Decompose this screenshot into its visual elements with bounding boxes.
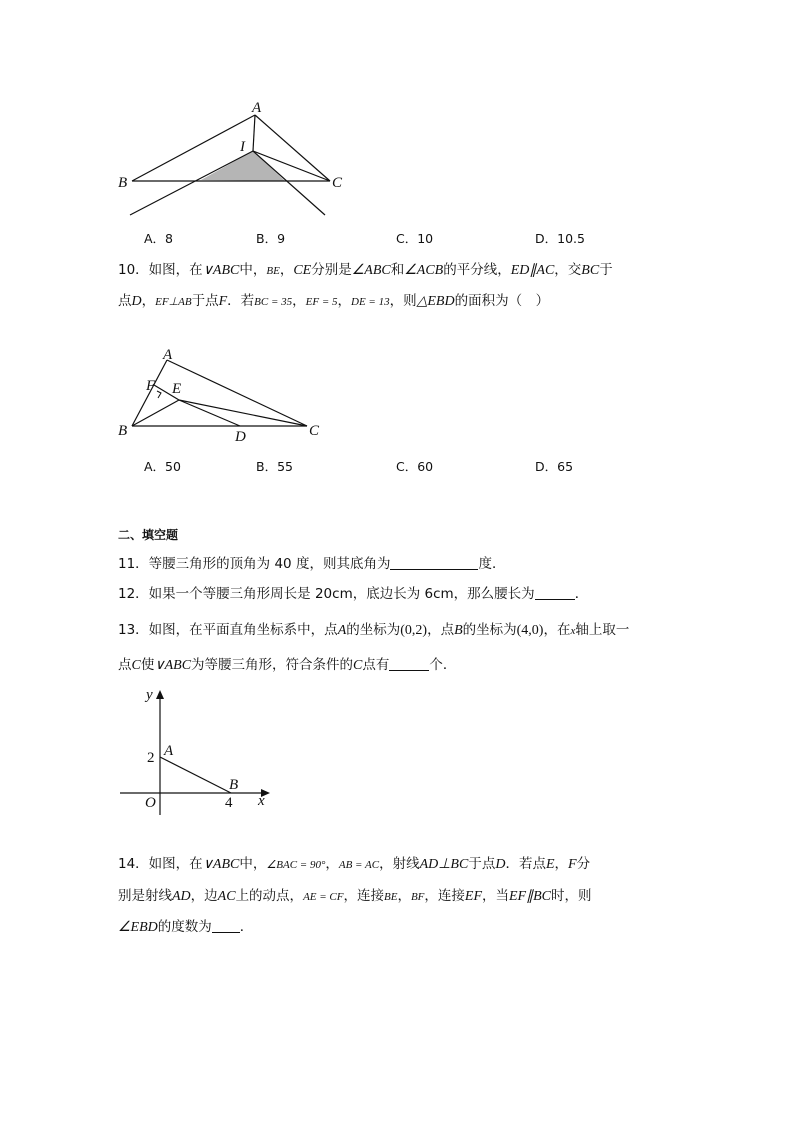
ray-line-2 [253,151,325,215]
label-i: I [240,139,245,155]
shaded-triangle [201,151,285,181]
q14-line-3: ∠EBD的度数为 ． [118,919,254,935]
answer-blank[interactable] [389,658,429,671]
label-origin: O [145,795,156,811]
q13-line-2: 点C使∨ABC为等腰三角形，符合条件的C点有 个． [118,657,457,673]
q10-option-c: C．60 [396,459,434,474]
label-c: C [332,175,343,191]
label-c: C [309,423,320,439]
answer-blank[interactable] [535,587,575,600]
q10-option-b: B．55 [256,459,293,474]
q12-line: 12．如果一个等腰三角形周长是 20cm，底边长为 6cm，那么腰长为 ． [118,586,589,602]
q10-figure [110,345,330,445]
label-f: F [146,378,156,394]
label-y: y [146,687,153,703]
segment-ac [167,360,307,426]
segment-ec [179,400,307,426]
label-e: E [172,381,182,397]
tick-4: 4 [225,795,233,811]
q9-option-a: A．8 [144,231,174,246]
segment-ai [253,115,255,151]
q10-option-d: D．65 [535,459,574,474]
answer-blank[interactable] [212,920,240,933]
segment-ed [179,400,240,426]
label-a: A [163,347,173,363]
q10-line-2: 点D，EF⊥AB于点F．若BC = 35，EF = 5，DE = 13，则△EBD的面积为（ ） [118,293,550,309]
q13-line-1: 13．如图，在平面直角坐标系中，点A的坐标为(0,2)，点B的坐标为(4,0)，在x轴上取一 [118,622,630,638]
label-b: B [118,423,128,439]
label-b: B [229,777,239,793]
segment-ab [160,757,231,793]
q9-option-c: C．10 [396,231,434,246]
right-angle-mark [157,391,161,398]
q9-figure [110,95,370,225]
q11-line: 11．等腰三角形的顶角为 40 度，则其底角为 度． [118,556,506,572]
answer-blank[interactable] [390,557,478,570]
q13-coordinate-figure [110,685,280,820]
q9-option-d: D．10.5 [535,231,585,246]
label-a: A [252,100,262,116]
label-a: A [164,743,174,759]
ray-line-1 [130,151,253,215]
label-d: D [235,429,246,445]
label-x: x [258,793,265,809]
q14-line-2: 别是射线AD，边AC上的动点，AE = CF，连接BE，BF，连接EF，当EF∥BC时，则 [118,888,592,904]
q10-option-a: A．50 [144,459,181,474]
label-b: B [118,175,128,191]
tick-2: 2 [147,750,155,766]
section-heading: 二、填空题 [118,528,179,542]
q10-line-1: 10．如图，在∨ABC中，BE，CE分别是∠ABC和∠ACB的平分线，ED∥AC，交BC于 [118,262,613,278]
q9-option-b: B．9 [256,231,286,246]
y-axis-arrow-icon [156,690,164,699]
q14-line-1: 14．如图，在∨ABC中，∠BAC = 90°，AB = AC，射线AD⊥BC于点D．若点E，F分 [118,856,591,872]
